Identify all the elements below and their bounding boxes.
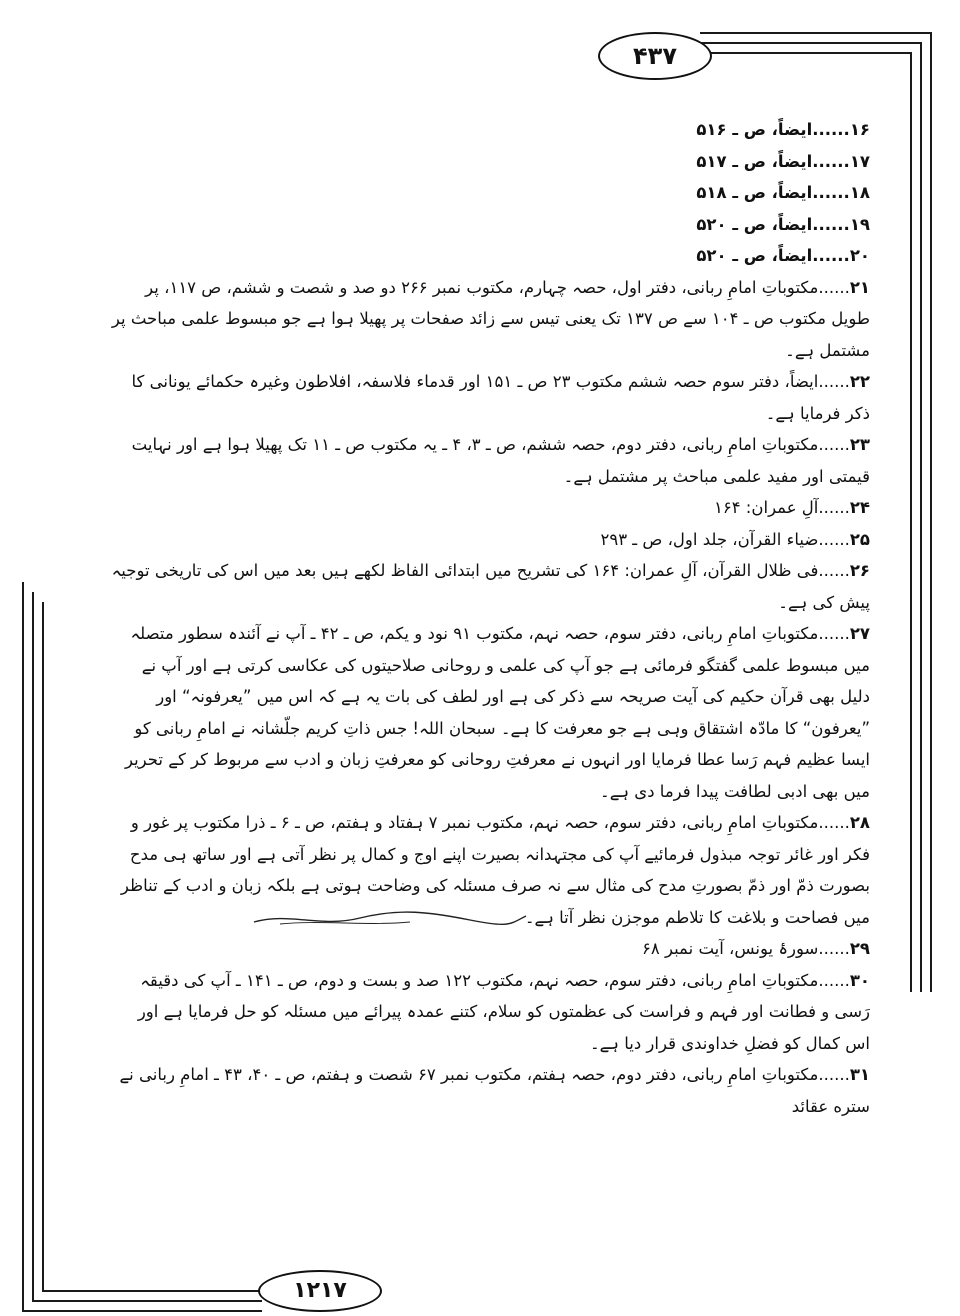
footnote-text: ......مکتوباتِ امامِ ربانی، دفتر اول، حصہ چہارم، مکتوب نمبر ۲۶۶ دو صد و شصت و ششم، ص ۱۱۷، پر طویل مکتوب ص ـ ۱۰۴ سے ص ۱۳۷ تک یعنی تیس سے زائد صفحات پر پھیلا ہوا ہے جو مبسوط علمی مباحث پر مشتمل ہے۔ bbox=[111, 277, 870, 360]
footnote-text: ......مکتوباتِ امامِ ربانی، دفتر دوم، حصہ ہفتم، مکتوب نمبر ۶۷ شصت و ہفتم، ص ـ ۴۰، ۴۳ ـ امامِ ربانی نے ستره عقائد bbox=[119, 1065, 870, 1116]
footnote-text: ......ایضاً، ص ـ ۵۱۷ bbox=[696, 151, 850, 171]
handwritten-scribble bbox=[250, 908, 530, 930]
frame-bottom-line-outer bbox=[22, 1310, 262, 1312]
footnote-text: ......سورۂ یونس، آیت نمبر ۶۸ bbox=[642, 939, 850, 958]
footnote-number: ۳۰ bbox=[849, 970, 870, 990]
frame-top-line-inner bbox=[700, 42, 920, 44]
frame-right-line-inner bbox=[920, 42, 922, 992]
footnote-text: ......ایضاً، ص ـ ۵۱۸ bbox=[696, 183, 850, 202]
footnote-20 bbox=[110, 240, 870, 272]
footnote-30 bbox=[110, 965, 870, 1060]
frame-bottom-line-inner bbox=[32, 1300, 262, 1302]
footnote-number: ۲۶ bbox=[849, 561, 870, 580]
footnote-number: ۱۸ bbox=[849, 183, 870, 202]
footnote-number: ۲۷ bbox=[849, 624, 870, 643]
footnote-29 bbox=[110, 933, 870, 965]
footnote-text: ......ایضاً، ص ـ ۵۲۰ bbox=[696, 246, 850, 265]
footnote-27 bbox=[110, 618, 870, 807]
footnote-number: ۲۰ bbox=[849, 246, 870, 265]
footnote-text: ......ایضاً، ص ـ ۵۱۶ bbox=[696, 120, 850, 139]
footnote-26 bbox=[110, 555, 870, 618]
footnote-number: ۱۶ bbox=[849, 120, 870, 139]
footnote-18 bbox=[110, 177, 870, 209]
footnotes-list bbox=[110, 114, 870, 1122]
footnote-25 bbox=[110, 524, 870, 556]
top-page-number: ۴۳۷ bbox=[598, 32, 712, 80]
footnote-31 bbox=[110, 1059, 870, 1122]
frame-left-line-outer bbox=[22, 582, 24, 1312]
footnote-text: ......مکتوباتِ امامِ ربانی، دفتر سوم، حصہ نہم، مکتوب نمبر ۷ ہفتاد و ہفتم، ص ـ ۶ ـ ذرا مکتوب پر غور و فکر اور غائر توجہ مبذول فرمائیے آپ کی مجتہدانہ بصیرت اپنے اوج و کمال پر نظر آتی ہے اور ساتھ ہی مدح بصورت ذمّ اور ذمّ بصورتِ مدح کی مثال سے نہ صرف مسئلہ کی وضاحت ہوتی ہے بلکہ زبان و ادب کے تناظر میں فصاحت و بلاغت کا تلاطم موجزن نظر آتا ہے۔ bbox=[120, 813, 870, 927]
frame-left-line-innermost bbox=[42, 602, 44, 1290]
footnote-text: ......مکتوباتِ امامِ ربانی، دفتر دوم، حصہ ششم، ص ـ ۳، ۴ ـ یہ مکتوب ص ـ ۱۱ تک پھیلا ہوا ہے اور نہایت قیمتی اور مفید علمی مباحث پر مشتمل ہے۔ bbox=[131, 435, 870, 486]
footnote-text: ......ضیاء القرآن، جلد اول، ص ـ ۲۹۳ bbox=[600, 529, 850, 549]
footnote-16 bbox=[110, 114, 870, 146]
footnote-text: ......فی ظلال القرآن، آلِ عمران: ۱۶۴ کی تشریح میں ابتدائی الفاظ لکھے ہیں بعد میں اس کی تاریخی توجیہ پیش کی ہے۔ bbox=[111, 561, 870, 612]
footnote-19 bbox=[110, 209, 870, 241]
footnote-number: ۲۹ bbox=[849, 939, 870, 958]
footnote-text: ......مکتوباتِ امامِ ربانی، دفتر سوم، حصہ نہم، مکتوب ۱۲۲ صد و بست و دوم، ص ـ ۱۴۱ ـ آپ کی دقیقہ رَسی و فطانت اور فہم و فراست کی عظمتوں کو سلام، کتنے عمدہ پیرائے میں مسئلہ کو حل فرمایا ہے اور اس کمال کو فضلِ خداوندی قرار دیا ہے۔ bbox=[137, 970, 870, 1053]
bottom-page-number: ۱۲۱۷ bbox=[258, 1270, 382, 1312]
footnote-number: ۳۱ bbox=[849, 1065, 870, 1084]
footnote-number: ۲۱ bbox=[849, 277, 870, 297]
footnote-23 bbox=[110, 429, 870, 492]
footnote-number: ۲۳ bbox=[849, 435, 870, 454]
footnote-text: ......ایضاً، دفتر سوم حصہ ششم مکتوب ۲۳ ص ـ ۱۵۱ اور قدماء فلاسفہ، افلاطون وغیرہ حکمائے یونانی کا ذکر فرمایا ہے۔ bbox=[131, 372, 870, 423]
frame-right-line-outer bbox=[930, 32, 932, 992]
footnote-number: ۱۷ bbox=[849, 151, 870, 171]
footnote-number: ۲۴ bbox=[849, 498, 870, 517]
footnote-number: ۲۲ bbox=[849, 372, 870, 391]
footnote-17 bbox=[110, 146, 870, 178]
footnote-text: ......مکتوباتِ امامِ ربانی، دفتر سوم، حصہ نہم، مکتوب ۹۱ نود و یکم، ص ـ ۴۲ ـ آپ نے آئندہ سطور متصلہ میں مبسوط علمی گفتگو فرمائی ہے جو آپ کی علمی و روحانی صلاحیتوں کی عکاسی کرتی ہے اور آپ نے دلیل بھی قرآن حکیم کی آیت صریحہ سے ذکر کی ہے اور لطف کی بات یہ ہے کہ اس میں ”یعرفونہ“ اور ”یعرفون“ کا مادّہ اشتقاق وہی ہے جو معرفت کا ہے۔ سبحان اللہ! جس ذاتِ کریم جلّشانہ نے امامِ ربانی کو ایسا عظیم فہم رَسا عطا فرمایا اور انہوں نے معرفتِ روحانی کو معرفتِ زبان و ادب سے مربوط کر کے تحریر میں بھی ادبی لطافت پیدا فرما دی ہے۔ bbox=[124, 624, 870, 801]
footnote-24 bbox=[110, 492, 870, 524]
frame-left-line-inner bbox=[32, 592, 34, 1300]
frame-bottom-line-innermost bbox=[42, 1290, 262, 1292]
footnote-number: ۲۵ bbox=[849, 529, 870, 549]
frame-top-line-outer bbox=[700, 32, 930, 34]
footnote-number: ۱۹ bbox=[849, 214, 870, 234]
footnote-22 bbox=[110, 366, 870, 429]
footnote-21 bbox=[110, 272, 870, 367]
footnote-text: ......ایضاً، ص ـ ۵۲۰ bbox=[696, 214, 850, 234]
frame-right-line-innermost bbox=[910, 52, 912, 992]
footnote-text: ......آلِ عمران: ۱۶۴ bbox=[713, 498, 850, 517]
footnote-number: ۲۸ bbox=[849, 813, 870, 832]
frame-top-line-innermost bbox=[700, 52, 910, 54]
